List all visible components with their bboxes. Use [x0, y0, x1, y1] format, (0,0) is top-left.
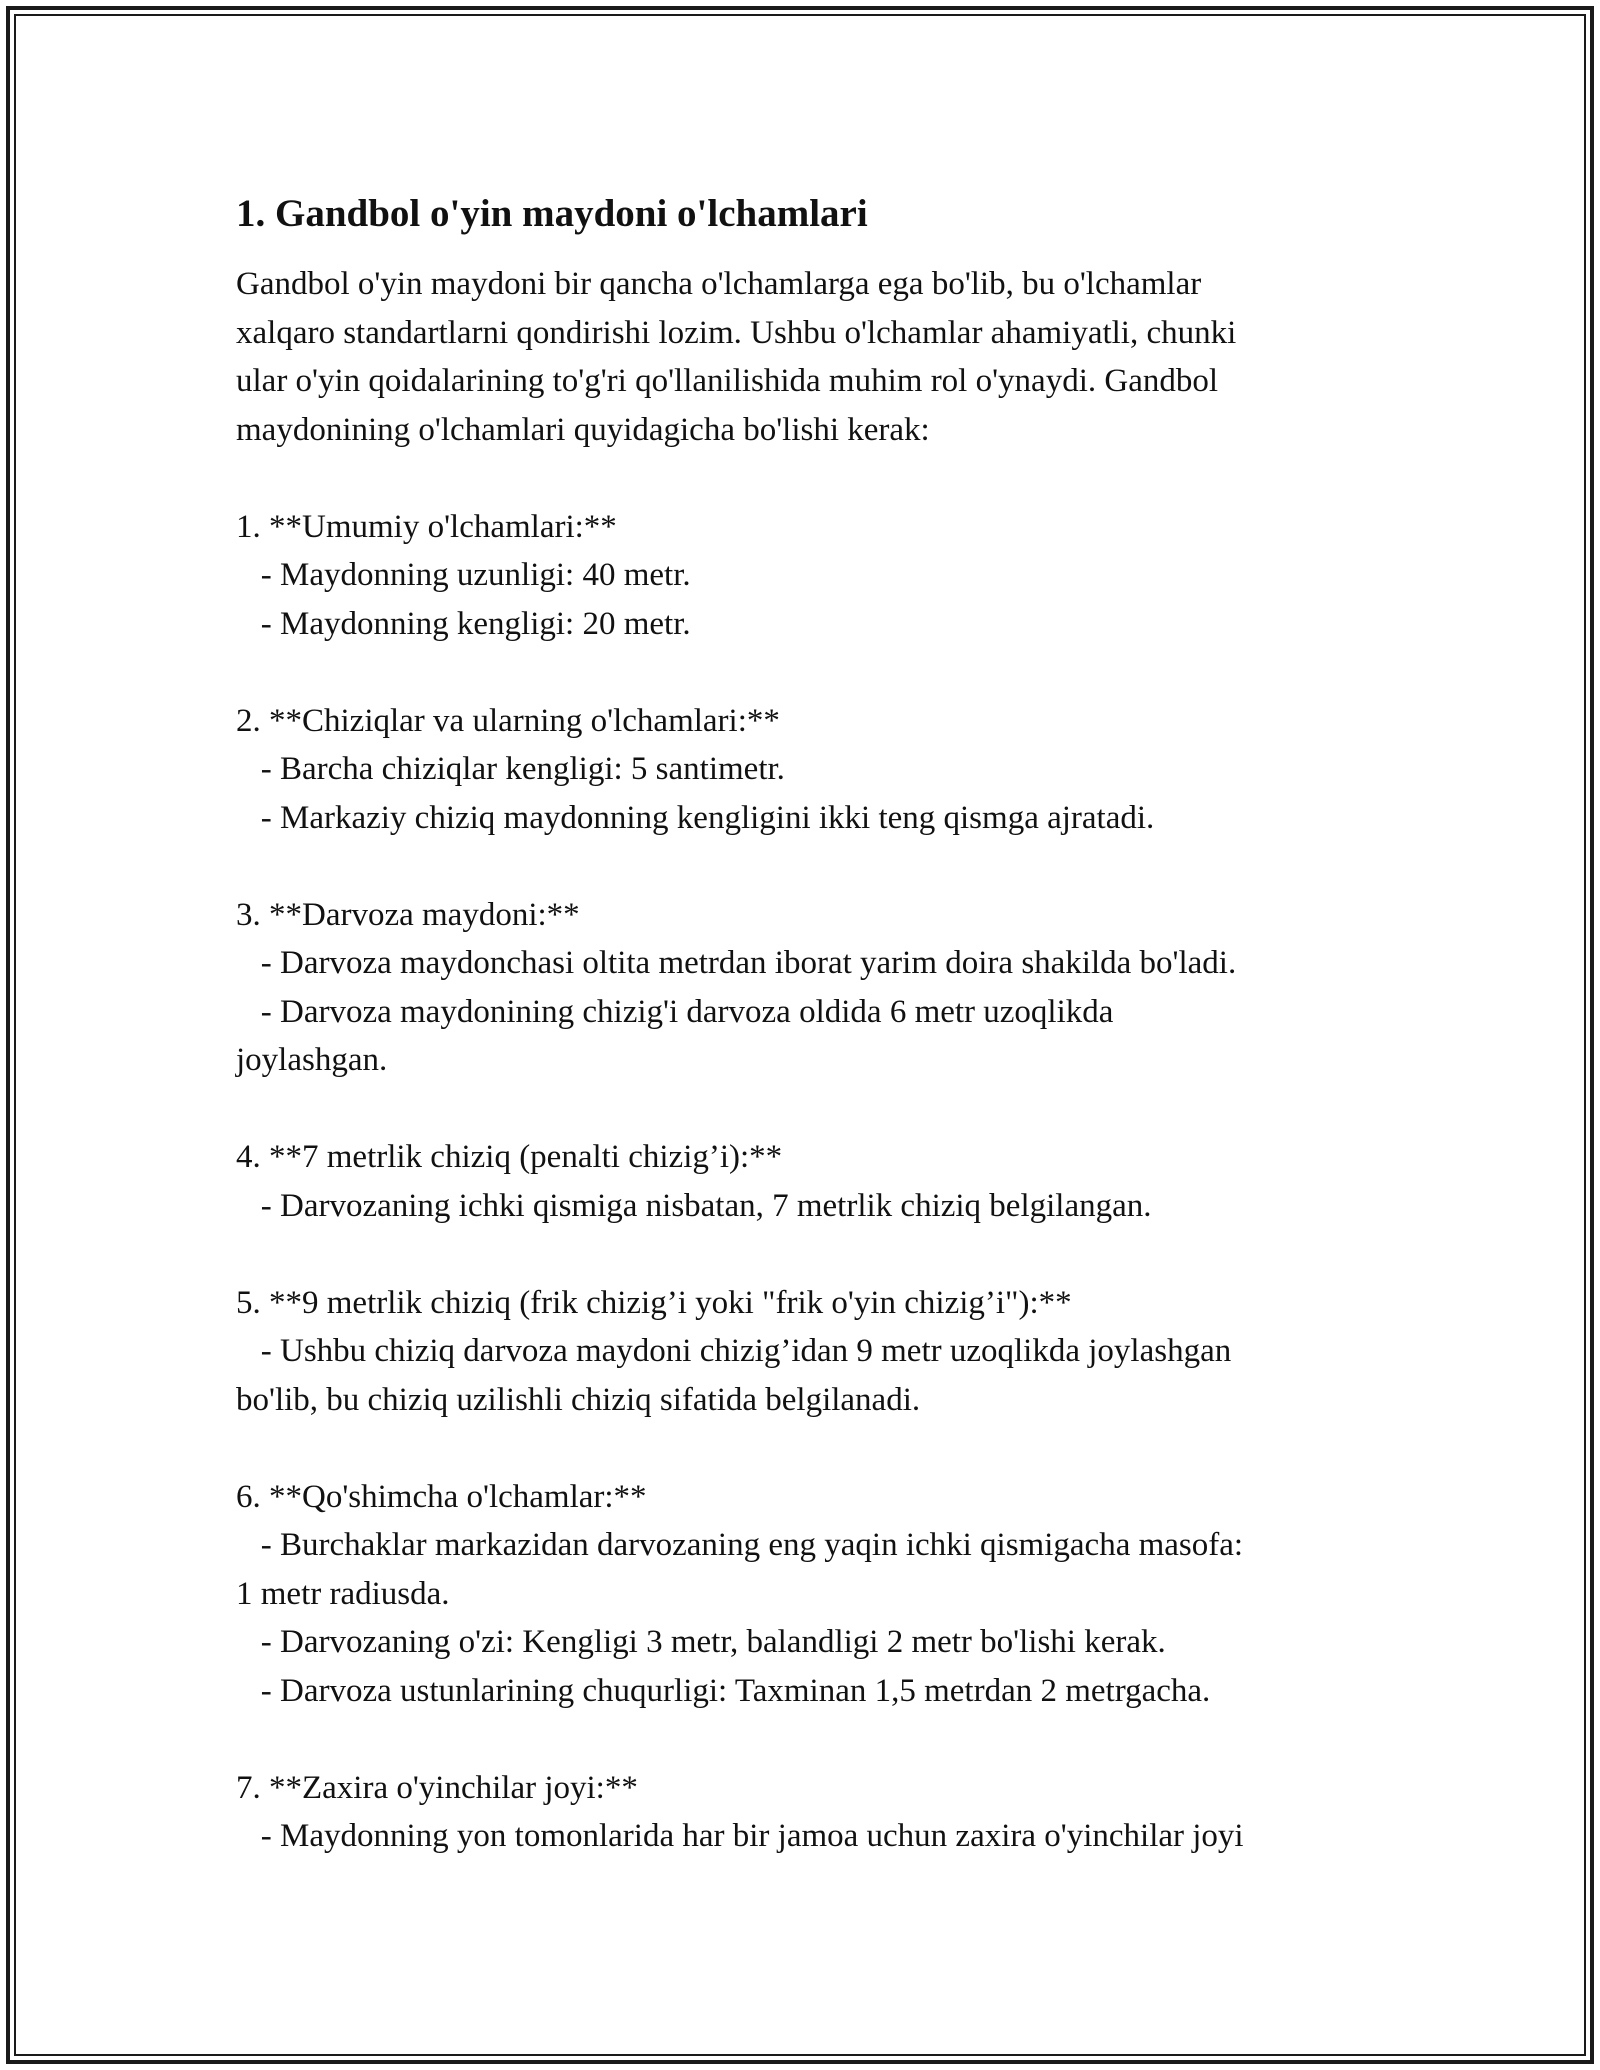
section-6-title: 6. **Qo'shimcha o'lchamlar:** [236, 1478, 647, 1515]
section-4-body: - Darvozaning ichki qismiga nisbatan, 7 metrlik chiziq belgilangan. [236, 1187, 1152, 1224]
document-body [236, 186, 1376, 1861]
section-3-body: - Darvoza maydonchasi oltita metrdan iborat yarim doira shakilda bo'ladi. - Darvoza maydonining chizig'i darvoza oldida 6 metr uzoqlikda joylashgan. [236, 945, 1237, 1078]
section-7-body: - Maydonning yon tomonlarida har bir jamoa uchun zaxira o'yinchilar joyi [236, 1818, 1244, 1854]
section-4-title: 4. **7 metrlik chiziq (penalti chizig’i):** [236, 1139, 783, 1175]
section-heading: 1. Gandbol o'yin maydoni o'lchamlari [236, 192, 868, 235]
section-5-title: 5. **9 metrlik chiziq (frik chizig’i yoki "frik o'yin chizig’i"):** [236, 1284, 1072, 1321]
intro-paragraph: Gandbol o'yin maydoni bir qancha o'lchamlarga ega bo'lib, bu o'lchamlar xalqaro standartlarni qondirishi lozim. Ushbu o'lchamlar ahamiyatli, chunki ular o'yin qoidalarining to'g'ri qo'llanilishida muhim rol o'ynaydi. Gandbol maydonining o'lchamlari quyidagicha bo'lishi kerak: [236, 266, 1237, 448]
section-2-title: 2. **Chiziqlar va ularning o'lchamlari:** [236, 702, 780, 739]
section-2-body: - Barcha chiziqlar kengligi: 5 santimetr. - Markaziy chiziq maydonning kengligini ikki teng qismga ajratadi. [260, 751, 1155, 836]
section-1-body: - Maydonning uzunligi: 40 metr. - Maydonning kengligi: 20 metr. [260, 557, 691, 642]
section-5-body: - Ushbu chiziq darvoza maydoni chizig’idan 9 metr uzoqlikda joylashgan bo'lib, bu chiziq uzilishli chiziq sifatida belgilanadi. [236, 1333, 1232, 1418]
section-6-body: - Burchaklar markazidan darvozaning eng yaqin ichki qismigacha masofa: 1 metr radiusda. - Darvozaning o'zi: Kengligi 3 metr, balandligi 2 metr bo'lishi kerak. - Darvoza ustunlarining chuqurligi: Taxminan 1,5 metrdan 2 metrgacha. [236, 1527, 1244, 1709]
section-1-title: 1. **Umumiy o'lchamlari:** [236, 508, 617, 545]
section-3-title: 3. **Darvoza maydoni:** [236, 896, 580, 933]
section-7-title: 7. **Zaxira o'yinchilar joyi:** [236, 1769, 638, 1806]
